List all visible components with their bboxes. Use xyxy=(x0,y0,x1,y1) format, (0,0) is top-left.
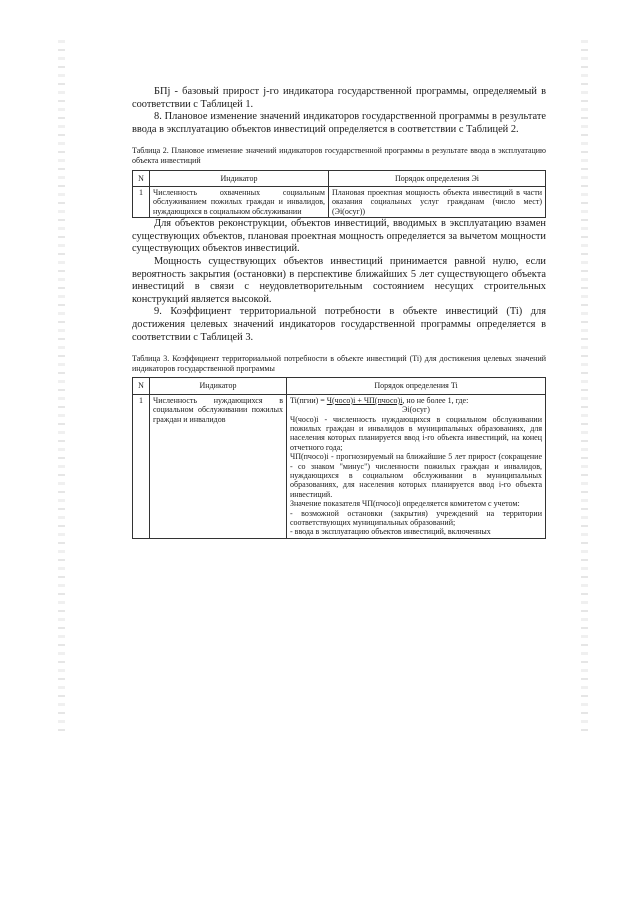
paragraph-capacity: Мощность существующих объектов инвестиций принимается равной нулю, если вероятность закрытия (остановки) в перспективе ближайших 5 лет существующего объекта инвестиций в связи с неудовлетворительным состоянием несущих строительных конструкций является высокой. xyxy=(132,255,546,305)
method-chpchosoi-definition: ЧП(пчосо)i - прогнозируемый на ближайшие 5 лет прирост (сокращение - со знаком "минус") численности пожилых граждан и инвалидов, нуждающихся в социальном обслуживании в муниципальных образованиях, для населения которых планируется ввод i-го объекта инвестиций. xyxy=(290,452,542,499)
row-indicator: Численность охваченных социальным обслуживанием пожилых граждан и инвалидов, нуждающихся в социальном обслуживании xyxy=(150,186,329,217)
table-header-row xyxy=(133,170,546,186)
scan-edge-left xyxy=(58,40,65,735)
method-bullet-commissioning: - ввода в эксплуатацию объектов инвестиций, включенных xyxy=(290,527,491,537)
scan-edge-right xyxy=(581,40,588,735)
formula-lhs: Ti(пгии) = xyxy=(290,395,327,405)
row-method: Плановая проектная мощность объекта инвестиций в части оказания социальных услуг гражданам (число мест) (Эi(осуг)) xyxy=(329,186,546,217)
header-indicator: Индикатор xyxy=(150,378,287,394)
table-3 xyxy=(132,377,546,539)
paragraph-bpj: БПj - базовый прирост j-го индикатора государственной программы, определяемый в соответствии с Таблицей 1. xyxy=(132,86,546,110)
header-method: Порядок определения Ti xyxy=(287,378,546,394)
method-note: Значение показателя ЧП(пчосо)i определяется комитетом с учетом: xyxy=(290,499,520,509)
table-row xyxy=(133,394,546,538)
paragraph-8: 8. Плановое изменение значений индикаторов государственной программы в результате ввода в эксплуатацию объектов инвестиций определяется в соответствии с Таблицей 2. xyxy=(132,111,546,135)
paragraph-reconstruction: Для объектов реконструкции, объектов инвестиций, вводимых в эксплуатацию взамен существующих объектов, плановая проектная мощность определяется за вычетом мощности существующих объектов инвестиций. xyxy=(132,218,546,255)
row-indicator: Численность нуждающихся в социальном обслуживании пожилых граждан и инвалидов xyxy=(150,394,287,538)
table3-caption: Таблица 3. Коэффициент территориальной потребности в объекте инвестиций (Ti) для достижения целевых значений индикаторов государственной программы xyxy=(132,354,546,373)
row-number: 1 xyxy=(133,186,150,217)
row-method xyxy=(287,394,546,538)
method-chosoi-definition: Ч(чосо)i - численность нуждающихся в социальном обслуживании пожилых граждан и инвалидов в муниципальных образованиях, для населения которых планируется ввод i-го объекта инвестиций, на конец отчетного года; xyxy=(290,414,542,452)
paragraph-9: 9. Коэффициент территориальной потребности в объекте инвестиций (Ti) для достижения целевых значений индикаторов государственной программы определяется в соответствии с Таблицей 3. xyxy=(132,306,546,343)
formula-ti xyxy=(290,396,542,415)
formula-numerator: Ч(чосо)i + ЧП(пчосо)i xyxy=(326,395,403,405)
header-n: N xyxy=(133,378,150,394)
table-header-row xyxy=(133,378,546,394)
page-content xyxy=(132,86,546,539)
header-n: N xyxy=(133,170,150,186)
formula-rest: , но не более 1, где: xyxy=(402,395,469,405)
table-2 xyxy=(132,170,546,219)
header-method: Порядок определения Эi xyxy=(329,170,546,186)
table2-caption: Таблица 2. Плановое изменение значений индикаторов государственной программы в результате ввода в эксплуатацию объекта инвестиций xyxy=(132,146,546,165)
formula-denominator: Эi(осуг) xyxy=(402,405,430,415)
row-number: 1 xyxy=(133,394,150,538)
method-bullet-closure: - возможной остановки (закрытия) учреждений на территории соответствующих муниципальных образований; xyxy=(290,508,542,527)
header-indicator: Индикатор xyxy=(150,170,329,186)
table-row xyxy=(133,186,546,217)
